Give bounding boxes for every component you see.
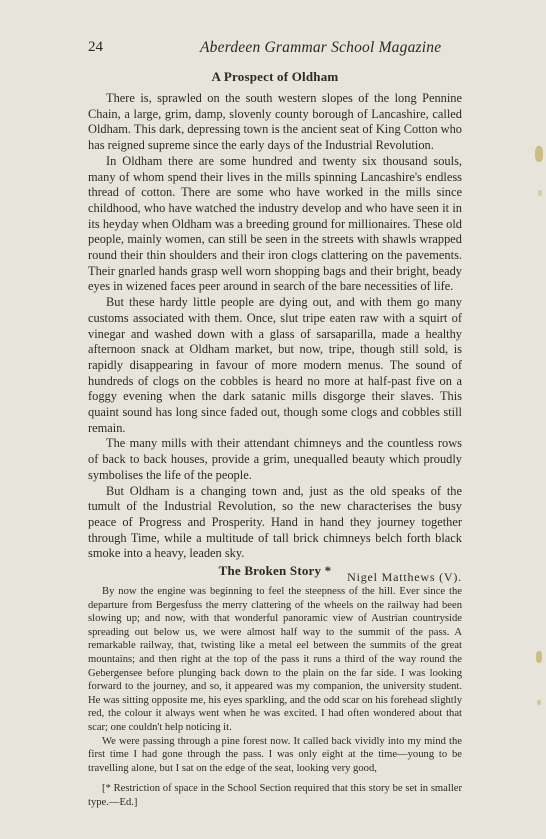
page-stain bbox=[537, 700, 541, 705]
paragraph: In Oldham there are some hundred and twenty six thousand souls, many of whom spend their lives in the mills spinning Lancashire's endless thread of cotton. There are some who have worked in the mills since childhood, who have watched the industry develop and who have seen it in its heyday when Oldham was a breeding ground for millionaires. These old people, mainly women, can still be seen in the streets with shawls wrapped round their thin shoulders and their iron clogs clattering on the pavements. Their gnarled hands grasp well worn shopping bags and their bright, beady eyes in wizened faces peer around in search of the bare necessities of life. bbox=[88, 153, 462, 294]
author-byline: Nigel Matthews (V). bbox=[347, 570, 462, 585]
paragraph: By now the engine was beginning to feel the steepness of the hill. Ever since the departure from Bergesfuss the merry clattering of the wheels on the railway had been slowing up; and now, with that wonderful panoramic view of Austrian countryside spreading out below us, we were almost half way to the summit of the pass. A remarkable railway, that, twisting like a metal eel between the summits of the great mountains; and then right at the top of the pass it runs a third of the way round the Gebergensee before plunging back down to the plain on the far side. I was looking forward to the journey, and so, it appeared was my companion, the university student. He was sitting opposite me, his eyes sparkling, and the odd scar on his forehead slightly red, the colour it always went when he was excited. I had often wondered about that scar; one couldn't help noticing it. bbox=[88, 586, 462, 733]
article-title: The Broken Story * bbox=[218, 563, 332, 578]
paragraph: But Oldham is a changing town and, just as the old speaks of the tumult of the Industrial Revolution, so the new characterises the busy peace of Progress and Prosperity. Hand in hand they journey together through Time, while a multitude of tall brick chimneys belch forth black smoke into a heavy, leaden sky. bbox=[88, 483, 462, 561]
paragraph: There is, sprawled on the south western slopes of the long Pennine Chain, a large, grim, damp, slovenly county borough of Lancashire, called Oldham. This dark, depressing town is the ancient seat of King Cotton who has reigned supreme since the early days of the Industrial Revolution. bbox=[88, 91, 462, 153]
article-body bbox=[88, 91, 462, 562]
editor-note: [* Restriction of space in the School Section required that this story be set in smaller type.—Ed.] bbox=[88, 783, 462, 808]
article-body bbox=[88, 585, 462, 810]
page-header bbox=[88, 39, 462, 59]
page-number: 24 bbox=[88, 39, 103, 55]
page-stain bbox=[536, 651, 542, 663]
article-prospect-of-oldham bbox=[88, 69, 462, 585]
page-stain bbox=[535, 146, 543, 162]
paragraph: But these hardy little people are dying out, and with them go many customs associated with them. Once, slut tripe eaten raw with a squirt of vinegar and washed down with a glass of sarsaparilla, made a healthy afternoon snack at Oldham market, but now, tripe, though still sold, is rapidly disappearing in favour of more modern menus. The sound of hundreds of clogs on the cobbles is heard no more at half-past five on a foggy evening when the dark satanic mills disgorge their slaves. This quaint sound has long since faded out, though some clogs and cobbles still remain. bbox=[88, 295, 462, 435]
article-broken-story bbox=[88, 563, 462, 810]
page-stain bbox=[538, 190, 542, 196]
article-title: A Prospect of Oldham bbox=[211, 69, 339, 84]
running-title: Aberdeen Grammar School Magazine bbox=[200, 39, 442, 56]
paragraph: The many mills with their attendant chimneys and the countless rows of back to back houses, provide a grim, unequalled beauty which proudly symbolises the life of the people. bbox=[88, 436, 462, 482]
paragraph: We were passing through a pine forest now. It called back vividly into my mind the first time I had gone through the pass. I was only eight at the time—young to be travelling alone, but I sat on the edge of the seat, looking very good, bbox=[88, 735, 462, 774]
